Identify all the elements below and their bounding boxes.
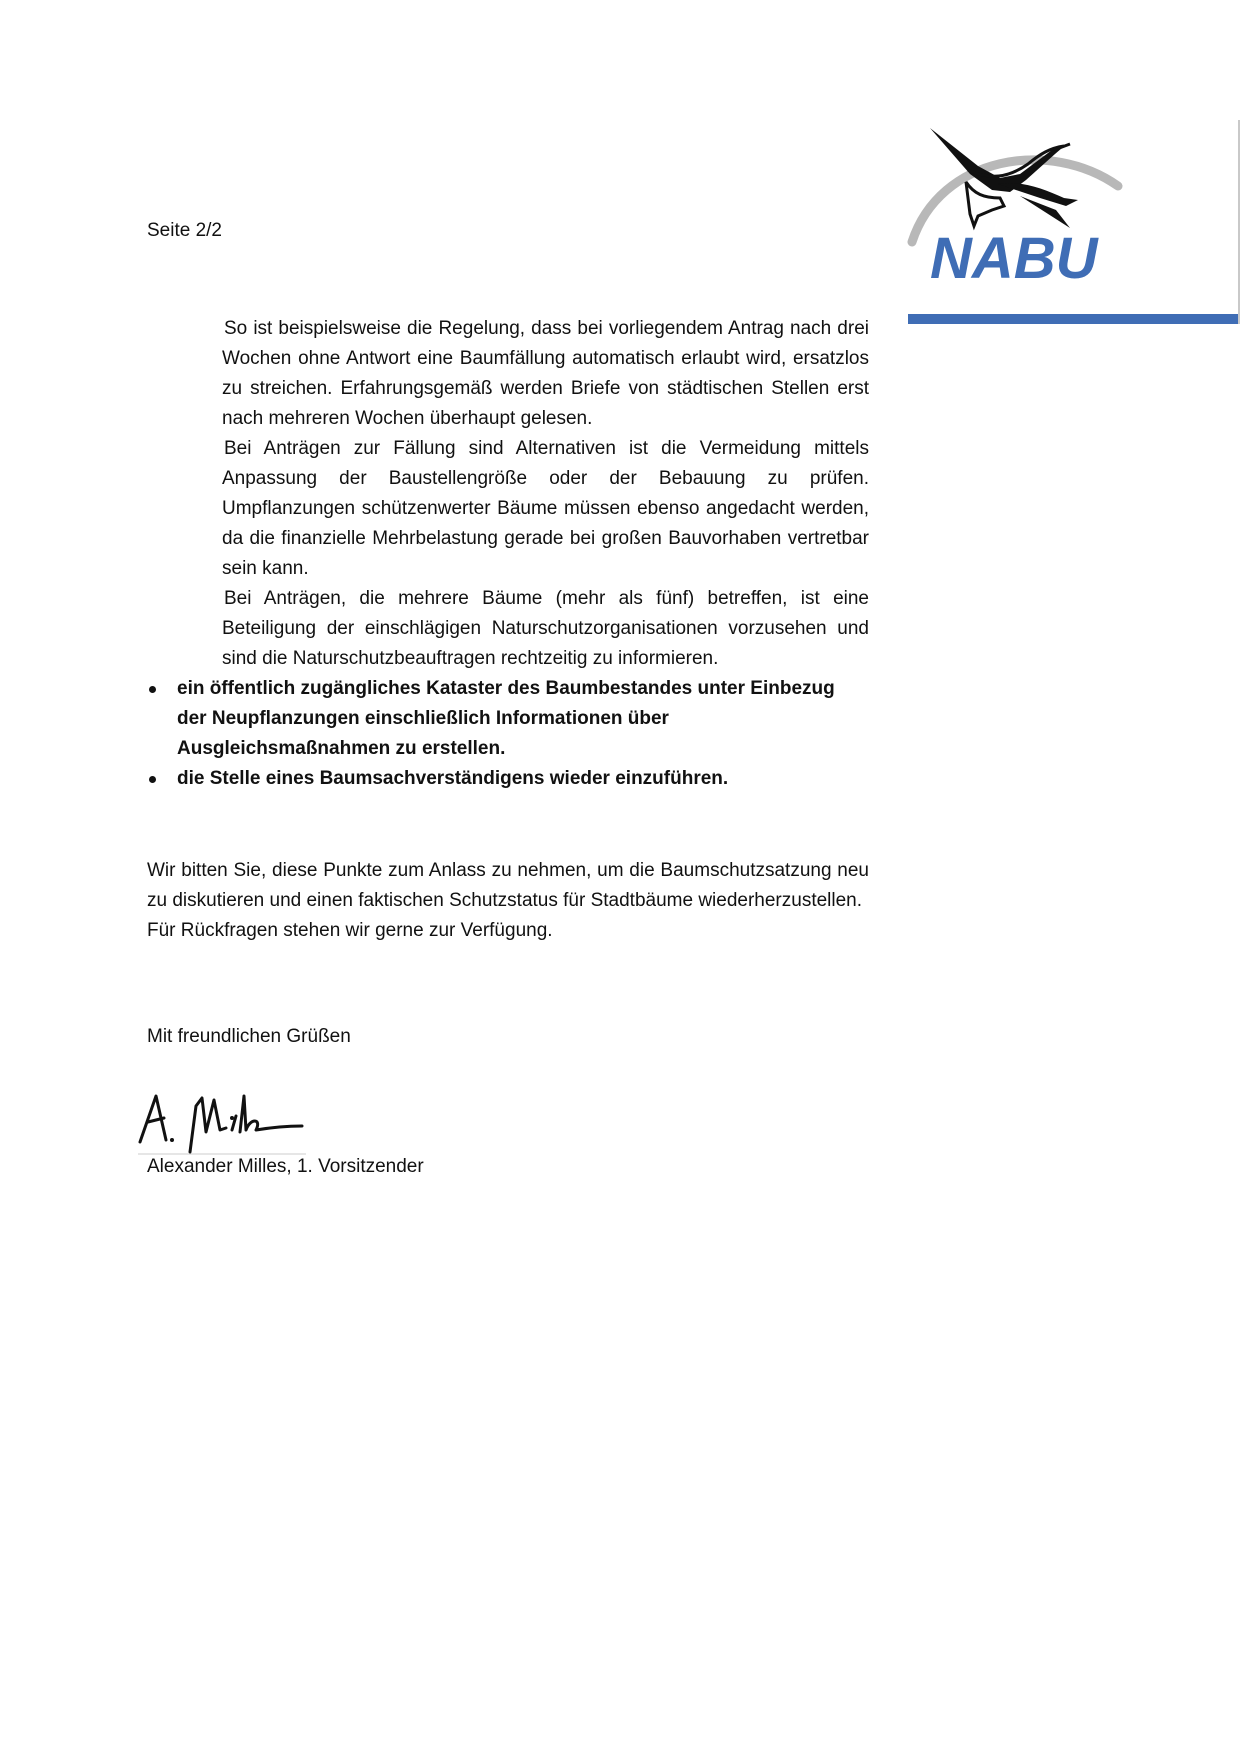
greeting: Mit freundlichen Grüßen	[147, 1026, 351, 1047]
list-item-text: ein öffentlich zugängliches Kataster des Baumbestandes unter Einbezug der Neupflanzungen einschließlich Informationen über Ausgleichsmaßnahmen zu erstellen.	[177, 678, 835, 759]
list-item	[147, 764, 869, 794]
list-item	[147, 674, 869, 764]
page-number: Seite 2/2	[147, 220, 222, 241]
stork-icon	[930, 128, 1078, 228]
signature-image	[136, 1088, 306, 1160]
nabu-stork-logo-icon	[900, 118, 1162, 288]
paragraph: So ist beispielsweise die Regelung, dass bei vorliegendem Antrag nach drei Wochen ohne Antwort eine Baumfällung automatisch erlaubt wird, ersatzlos zu streichen. Erfahrungsgemäß werden Briefe von städtischen Stellen erst nach mehreren Wochen überhaupt gelesen.	[222, 318, 869, 429]
bullet-dot-icon	[149, 686, 156, 693]
closing-paragraph	[147, 856, 869, 946]
paragraph: Bei Anträgen, die mehrere Bäume (mehr als fünf) betreffen, ist eine Beteiligung der einschlägigen Naturschutzorganisationen vorzusehen und sind die Naturschutzbeauftragen rechtzeitig zu informieren.	[222, 588, 869, 669]
list-item-text: die Stelle eines Baumsachverständigens wieder einzuführen.	[177, 768, 729, 789]
letter-body	[147, 314, 869, 794]
requirements-list	[147, 674, 869, 794]
closing-line: Wir bitten Sie, diese Punkte zum Anlass zu nehmen, um die Baumschutzsatzung neu zu diskutieren und einen faktischen Schutzstatus für Stadtbäume wiederherzustellen.	[147, 860, 869, 911]
closing-line: Für Rückfragen stehen wir gerne zur Verfügung.	[147, 920, 553, 941]
bullet-dot-icon	[149, 776, 156, 783]
logo-rule	[908, 314, 1240, 324]
paragraph: Bei Anträgen zur Fällung sind Alternativen ist die Vermeidung mittels Anpassung der Baustellengröße oder der Bebauung zu prüfen. Umpflanzungen schützenwerter Bäume müssen ebenso angedacht werden, da die finanzielle Mehrbelastung gerade bei großen Bauvorhaben vertretbar sein kann.	[222, 438, 869, 579]
logo-text: NABU	[930, 226, 1098, 288]
signer-name: Alexander Milles, 1. Vorsitzender	[147, 1156, 424, 1177]
